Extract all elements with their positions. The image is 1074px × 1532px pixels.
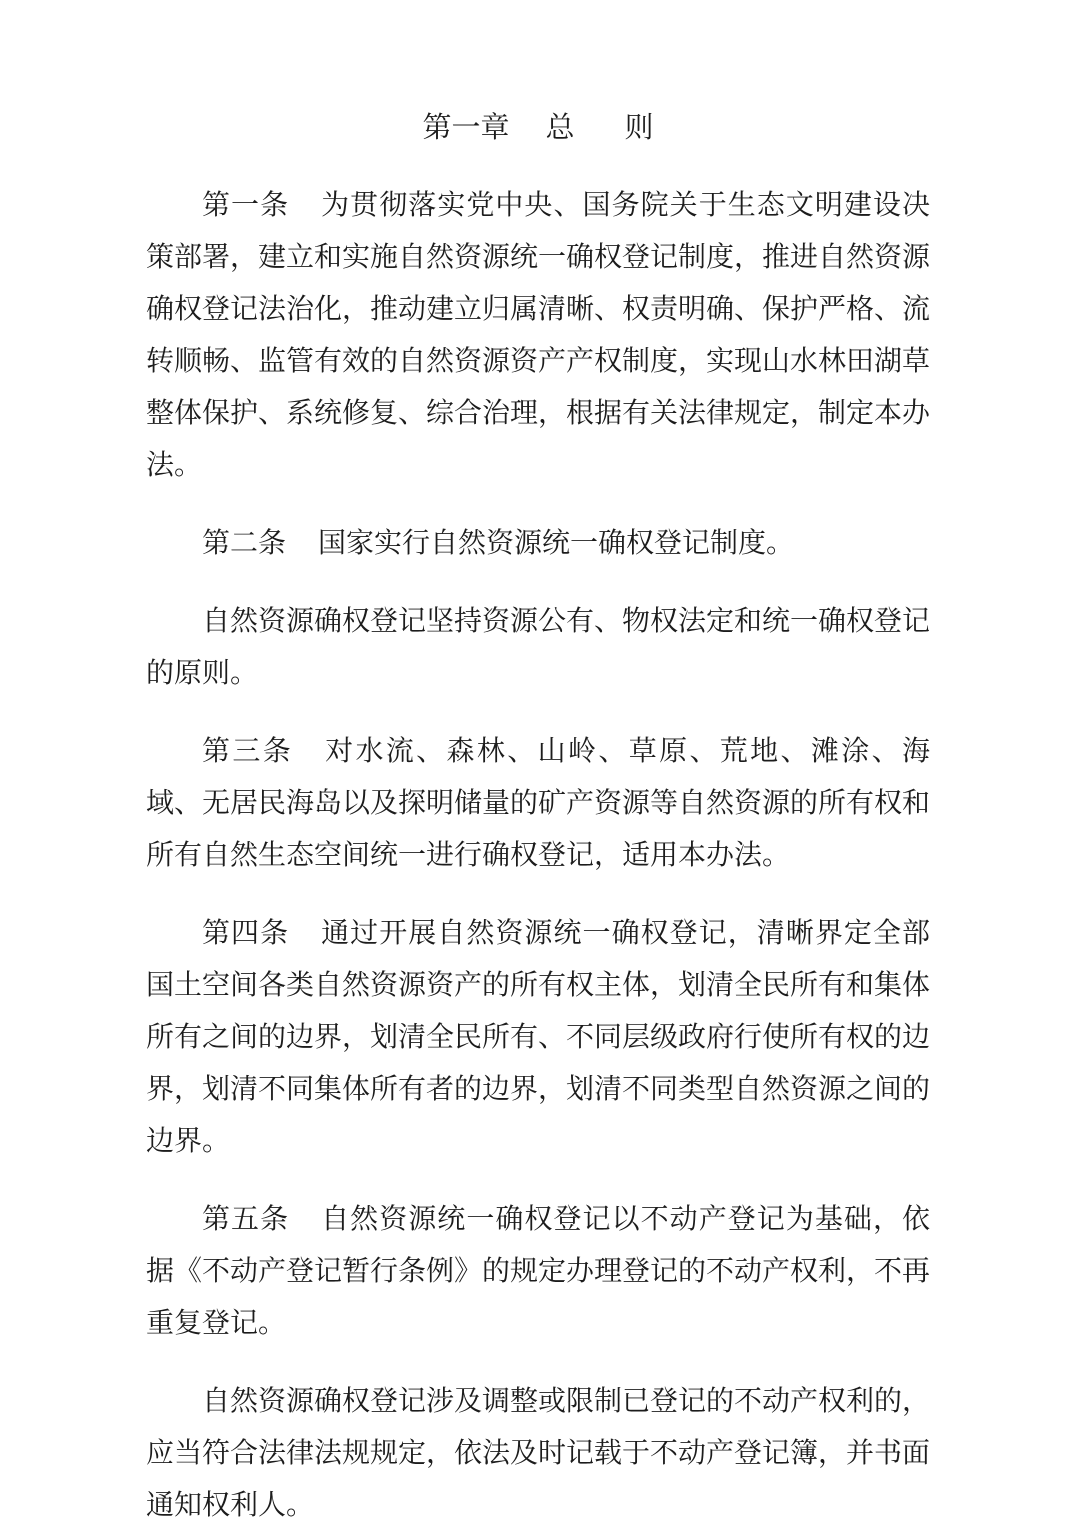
article-5-paragraph [146, 1194, 930, 1350]
chapter-number: 第一章 [422, 112, 510, 144]
chapter-heading [146, 102, 930, 154]
article-4-number: 第四条 [202, 918, 290, 949]
article-3-number: 第三条 [202, 736, 294, 767]
article-5-text: 自然资源统一确权登记以不动产登记为基础，依据《不动产登记暂行条例》的规定办理登记的不动产权利，不再重复登记。 [146, 1204, 931, 1339]
article-1-paragraph [146, 180, 930, 492]
article-2-text: 国家实行自然资源统一确权登记制度。 [318, 528, 795, 559]
chapter-title-char-1: 总 [545, 112, 575, 144]
article-1-text: 为贯彻落实党中央、国务院关于生态文明建设决策部署，建立和实施自然资源统一确权登记制度，推进自然资源确权登记法治化，推动建立归属清晰、权责明确、保护严格、流转顺畅、监管有效的自然资源资产产权制度，实现山水林田湖草整体保护、系统修复、综合治理，根据有关法律规定，制定本办法。 [146, 190, 931, 481]
article-3-paragraph [146, 726, 930, 882]
article-2-continuation-text: 自然资源确权登记坚持资源公有、物权法定和统一确权登记的原则。 [146, 606, 931, 689]
article-1-number: 第一条 [202, 190, 290, 221]
article-5-number: 第五条 [202, 1204, 290, 1235]
article-4-text: 通过开展自然资源统一确权登记，清晰界定全部国土空间各类自然资源资产的所有权主体，划清全民所有和集体所有之间的边界，划清全民所有、不同层级政府行使所有权的边界，划清不同集体所有者的边界，划清不同类型自然资源之间的边界。 [146, 918, 931, 1157]
article-3-text: 对水流、森林、山岭、草原、荒地、滩涂、海域、无居民海岛以及探明储量的矿产资源等自然资源的所有权和所有自然生态空间统一进行确权登记，适用本办法。 [146, 736, 931, 871]
article-5-continuation-paragraph [146, 1376, 930, 1532]
article-2-number: 第二条 [202, 528, 287, 559]
article-2-continuation-paragraph [146, 596, 930, 700]
article-5-continuation-text: 自然资源确权登记涉及调整或限制已登记的不动产权利的，应当符合法律法规规定，依法及时记载于不动产登记簿，并书面通知权利人。 [146, 1386, 931, 1521]
chapter-title-char-2: 则 [624, 112, 654, 144]
article-2-paragraph [146, 518, 930, 570]
article-4-paragraph [146, 908, 930, 1168]
